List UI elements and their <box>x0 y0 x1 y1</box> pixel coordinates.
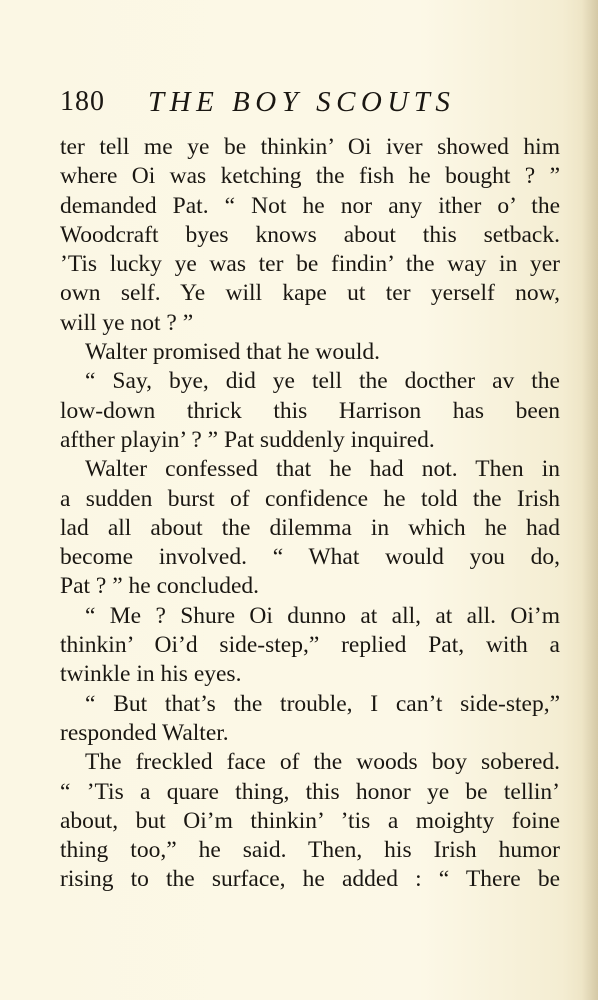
text-line: “ Me ? Shure Oi dunno at all, at all. Oi’m <box>85 602 560 629</box>
text-line: afther playin’ ? ” Pat suddenly inquired. <box>60 426 435 453</box>
page-number: 180 <box>60 86 105 117</box>
text-line: about, but Oi’m thinkin’ ’tis a moighty foine <box>60 807 560 834</box>
text-line: Woodcraft byes knows about this setback. <box>60 221 560 248</box>
text-line: “ ’Tis a quare thing, this honor ye be tellin’ <box>60 778 560 805</box>
text-line: rising to the surface, he added : “ There be <box>60 866 560 893</box>
text-line: Walter promised that he would. <box>85 339 381 366</box>
text-line: will ye not ? ” <box>60 309 194 336</box>
text-line: “ Say, bye, did ye tell the docther av the <box>85 368 560 395</box>
text-line: demanded Pat. “ Not he nor any ither o’ the <box>60 192 560 219</box>
text-line: own self. Ye will kape ut ter yerself now, <box>60 280 560 307</box>
text-line: responded Walter. <box>60 719 229 746</box>
page-header <box>60 86 560 126</box>
text-line: become involved. “ What would you do, <box>60 544 560 571</box>
text-line: twinkle in his eyes. <box>60 661 242 688</box>
text-line: a sudden burst of confidence he told the Irish <box>60 485 560 512</box>
text-line: ’Tis lucky ye was ter be findin’ the way in yer <box>60 251 560 278</box>
text-line: where Oi was ketching the fish he bought ? ” <box>60 163 560 190</box>
running-head: THE BOY SCOUTS <box>148 86 456 118</box>
text-line: thinkin’ Oi’d side-step,” replied Pat, with a <box>60 632 560 659</box>
body-text <box>60 133 560 895</box>
text-line: ter tell me ye be thinkin’ Oi iver showed him <box>60 134 560 160</box>
text-line: low-down thrick this Harrison has been <box>60 397 560 424</box>
page-edge-shadow <box>582 0 598 1000</box>
text-line: Walter confessed that he had not. Then in <box>85 456 560 483</box>
text-line: thing too,” he said. Then, his Irish humor <box>60 837 560 864</box>
text-line: “ But that’s the trouble, I can’t side-step,” <box>85 690 560 717</box>
text-line: lad all about the dilemma in which he had <box>60 514 560 541</box>
text-line: Pat ? ” he concluded. <box>60 573 260 600</box>
text-line: The freckled face of the woods boy sobered. <box>85 749 560 776</box>
